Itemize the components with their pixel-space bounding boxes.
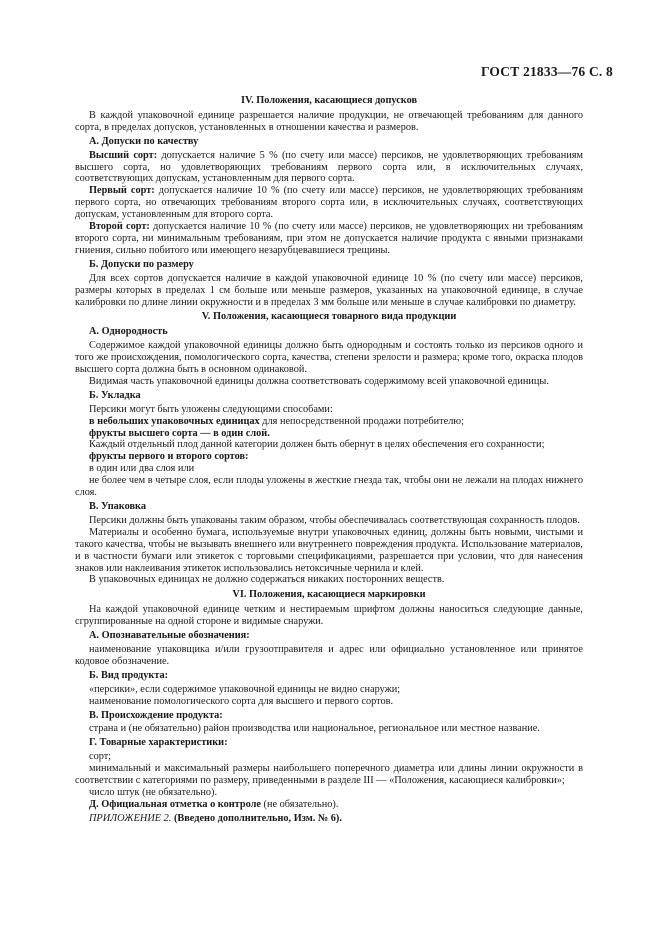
packing-text-1: Персики могут быть уложены следующими способами: [89, 403, 333, 415]
second-grade-text: допускается наличие 10 % (по счету или массе) персиков, не удовлетворяющих ни требованиям второго сорта, ни минимальным требованиям, при этом не допускается наличие продукта с явными признаками гниения, сильно побитого или имеющего незарубцевавшиеся трещины. [75, 221, 583, 256]
control-mark-lead: Д. Официальная отметка о контроле [89, 798, 261, 810]
section-vi-title: VI. Положения, касающиеся маркировки [232, 589, 426, 601]
product-type-title: Б. Вид продукта: [89, 669, 169, 681]
size-tolerance-text: Для всех сортов допускается наличие в каждой упаковочной единице 10 % (по счету или массе) персиков, размеры которых в пределах 1 см больше или меньше размеров, указанных на упаковочной единице, в случае калибровки по длине линии окружности и в пределах 3 мм больше или меньше в случае калибровки по диаметру. [75, 272, 583, 308]
commercial-specs-text-2: минимальный и максимальный размеры наибольшего поперечного диаметра или длины линии окружности в соответствии с категориями по размеру, приведенными в разделе III — «Положения, касающиеся калибровки»; [75, 763, 583, 787]
packing-text-7: не более чем в четыре слоя, если плоды уложены в жесткие гнезда так, чтобы они не лежали на плодах нижнего слоя. [75, 475, 583, 499]
commercial-specs-title: Г. Товарные характеристики: [89, 737, 228, 749]
premium-grade-paragraph [75, 150, 583, 186]
packing-text-6: в один или два слоя или [89, 463, 195, 475]
packing-text-5: фрукты первого и второго сортов: [89, 451, 249, 463]
origin-text: страна и (не обязательно) район производства или национальное, региональное или местное название. [89, 723, 540, 735]
control-mark-paragraph [75, 799, 583, 811]
commercial-specs-text-1: сорт; [89, 751, 112, 763]
section-v-title: V. Положения, касающиеся товарного вида продукции [201, 311, 457, 323]
second-grade-lead: Второй сорт: [89, 221, 150, 233]
section-iv-intro: В каждой упаковочной единице разрешается наличие продукции, не отвечающей требованиям для данного сорта, в пределах допусков, установленных в отношении качества и размеров. [75, 109, 583, 133]
uniformity-text-1: Содержимое каждой упаковочной единицы должно быть однородным и состоять только из персиков одного и того же происхождения, помологического сорта, качества, степени зрелости и размера; кроме того, окраска плодов высшего сорта должна быть в основном одинаковой. [75, 340, 583, 376]
packaging-title: В. Упаковка [89, 501, 146, 512]
identification-text: наименование упаковщика и/или грузоотправителя и адрес или официально установленное или принятое кодовое обозначение. [75, 643, 583, 667]
packaging-text-2: Материалы и особенно бумага, используемые внутри упаковочных единиц, должны быть новыми, чистыми и такого качества, чтобы не вызывать внешнего или внутреннего повреждения продукта. Использование материалов, и в частности бумаги или этикеток с торговыми спецификациями, разрешается при условии, что для нанесения знаков или наклеивания этикеток использовались нетоксичные чернила и клей. [75, 526, 583, 574]
first-grade-paragraph [75, 185, 583, 221]
section-vi-intro: На каждой упаковочной единице четким и нестираемым шрифтом должны наноситься следующие данные, сгруппированные на одной стороне и видимые снаружи. [75, 604, 583, 628]
packing-title: Б. Укладка [89, 389, 141, 401]
page-header: ГОСТ 21833—76 С. 8 [480, 64, 613, 79]
quality-tolerance-title: А. Допуски по качеству [89, 135, 199, 147]
premium-grade-text: допускается наличие 5 % (по счету или массе) персиков, не удовлетворяющих требованиям высшего сорта, но удовлетворяющих требованиям первого сорта или, в исключительных случаях, соответствующих допускам, установленным для первого сорта. [75, 149, 583, 185]
packing-small-units-lead: в небольших упаковочных единицах [89, 415, 260, 427]
section-iv-title: IV. Положения, касающиеся допусков [240, 95, 418, 106]
packaging-text-3: В упаковочных единицах не должно содержаться никаких посторонних веществ. [89, 574, 445, 586]
control-mark-text: (не обязательно). [260, 798, 339, 810]
uniformity-title: А. Однородность [89, 326, 168, 338]
identification-title: А. Опознавательные обозначения: [89, 630, 250, 642]
uniformity-text-2: Видимая часть упаковочной единицы должна соответствовать содержимому всей упаковочной единицы. [89, 375, 549, 387]
size-tolerance-title: Б. Допуски по размеру [89, 258, 194, 270]
appendix-label: ПРИЛОЖЕНИЕ 2. [89, 812, 172, 824]
packing-text-4: Каждый отдельный плод данной категории должен быть обернут в целях обеспечения его сохранности; [89, 439, 545, 451]
product-type-text-1: «персики», если содержимое упаковочной единицы не видно снаружи; [89, 683, 401, 695]
document-body [75, 95, 583, 825]
first-grade-text: допускается наличие 10 % (по счету или массе) персиков, не удовлетворяющих требованиям первого сорта, но отвечающих требованиям второго сорта или, в исключительных случаях, соответствующих допускам, установленным для второго сорта. [75, 185, 583, 221]
appendix-note [75, 813, 583, 825]
second-grade-paragraph [75, 221, 583, 257]
packaging-text-1: Персики должны быть упакованы таким образом, чтобы обеспечивалась соответствующая сохранность плодов. [89, 514, 580, 526]
packing-small-units-text: для непосредственной продажи потребителю; [259, 415, 464, 427]
origin-title: В. Происхождение продукта: [89, 709, 223, 721]
premium-grade-lead: Высший сорт: [89, 149, 158, 161]
product-type-text-2: наименование помологического сорта для высшего и первого сортов. [89, 695, 394, 707]
packing-text-3: фрукты высшего сорта — в один слой. [89, 427, 270, 439]
appendix-amendment: (Введено дополнительно, Изм. № 6). [171, 812, 342, 824]
packing-text-2 [75, 416, 583, 428]
commercial-specs-text-3: число штук (не обязательно). [89, 786, 218, 798]
first-grade-lead: Первый сорт: [89, 185, 155, 197]
